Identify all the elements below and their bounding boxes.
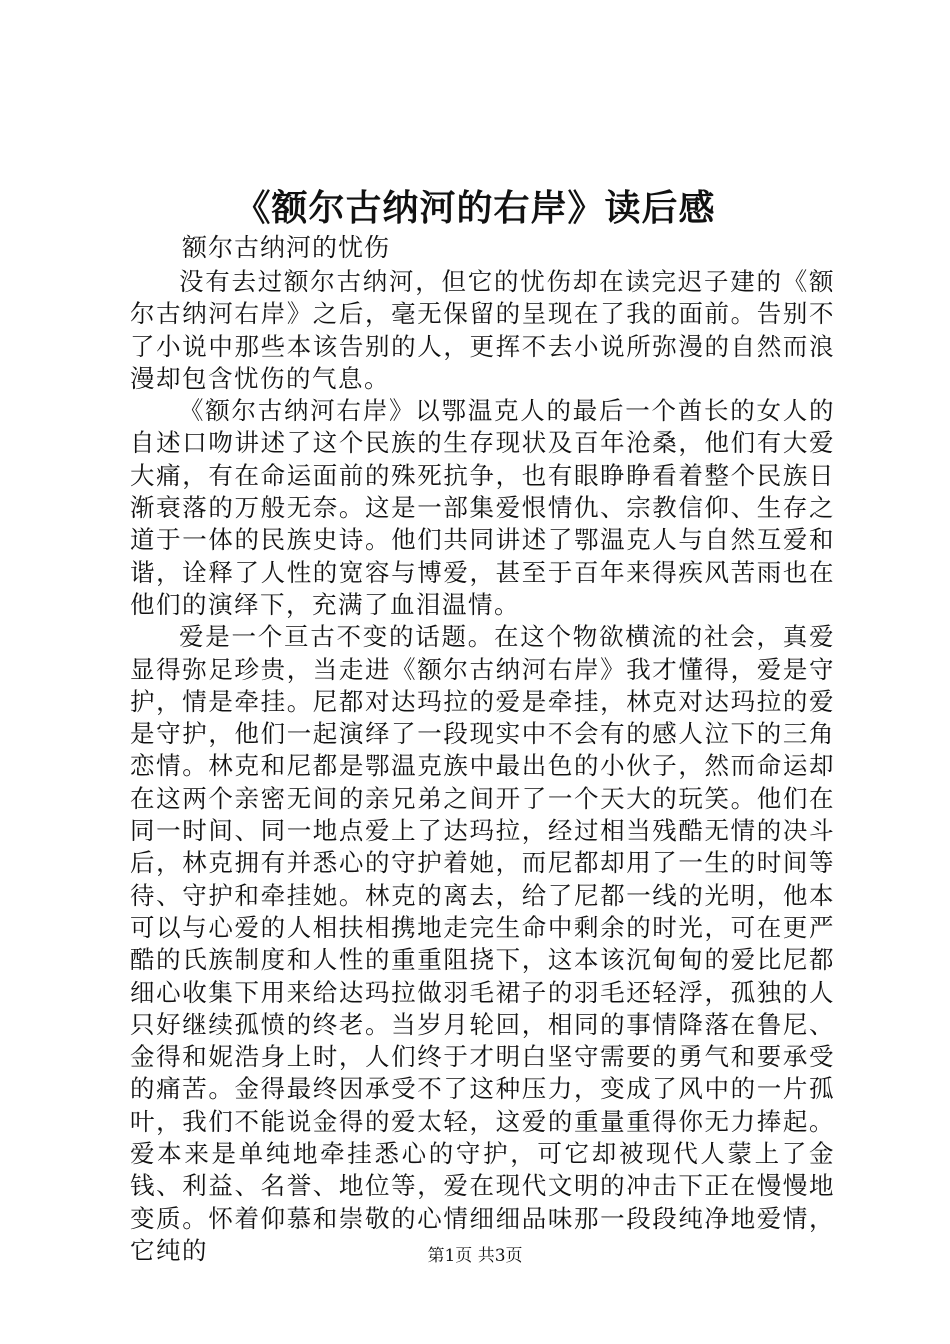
page-footer: 第1页 共3页: [427, 1246, 523, 1266]
page-title: 《额尔古纳河的右岸》读后感: [234, 187, 716, 229]
article-body: [130, 266, 835, 1267]
paragraph-1: 没有去过额尔古纳河，但它的忧伤却在读完迟子建的《额尔古纳河右岸》之后，毫无保留的呈现在了我的面前。告别不了小说中那些本该告别的人，更挥不去小说所弥漫的自然而浪漫却包含忧伤的气息。: [130, 267, 835, 393]
article-subtitle: 额尔古纳河的忧伤: [182, 233, 391, 262]
paragraph-2: 《额尔古纳河右岸》以鄂温克人的最后一个酋长的女人的自述口吻讲述了这个民族的生存现状及百年沧桑，他们有大爱大痛，有在命运面前的殊死抗争，也有眼睁睁看着整个民族日渐衰落的万般无奈。这是一部集爱恨情仇、宗教信仰、生存之道于一体的民族史诗。他们共同讲述了鄂温克人与自然互爱和谐，诠释了人性的宽容与博爱，甚至于百年来得疾风苦雨也在他们的演绎下，充满了血泪温情。: [130, 396, 835, 619]
paragraph-3: 爱是一个亘古不变的话题。在这个物欲横流的社会，真爱显得弥足珍贵，当走进《额尔古纳河右岸》我才懂得，爱是守护，情是牵挂。尼都对达玛拉的爱是牵挂，林克对达玛拉的爱是守护，他们一起演绎了一段现实中不会有的感人泣下的三角恋情。林克和尼都是鄂温克族中最出色的小伙子，然而命运却在这两个亲密无间的亲兄弟之间开了一个天大的玩笑。他们在同一时间、同一地点爱上了达玛拉，经过相当残酷无情的决斗后，林克拥有并悉心的守护着她，而尼都却用了一生的时间等待、守护和牵挂她。林克的离去，给了尼都一线的光明，他本可以与心爱的人相扶相携地走完生命中剩余的时光，可在更严酷的氏族制度和人性的重重阻挠下，这本该沉甸甸的爱比尼都细心收集下用来给达玛拉做羽毛裙子的羽毛还轻浮，孤独的人只好继续孤愤的终老。当岁月轮回，相同的事情降落在鲁尼、金得和妮浩身上时，人们终于才明白坚守需要的勇气和要承受的痛苦。金得最终因承受不了这种压力，变成了风中的一片孤叶，我们不能说金得的爱太轻，这爱的重量重得你无力捧起。爱本来是单纯地牵挂悉心的守护，可它却被现代人蒙上了金钱、利益、名誉、地位等，爱在现代文明的冲击下正在慢慢地变质。怀着仰慕和崇敬的心情细细品味那一段段纯净地爱情，它纯的: [130, 622, 835, 1265]
